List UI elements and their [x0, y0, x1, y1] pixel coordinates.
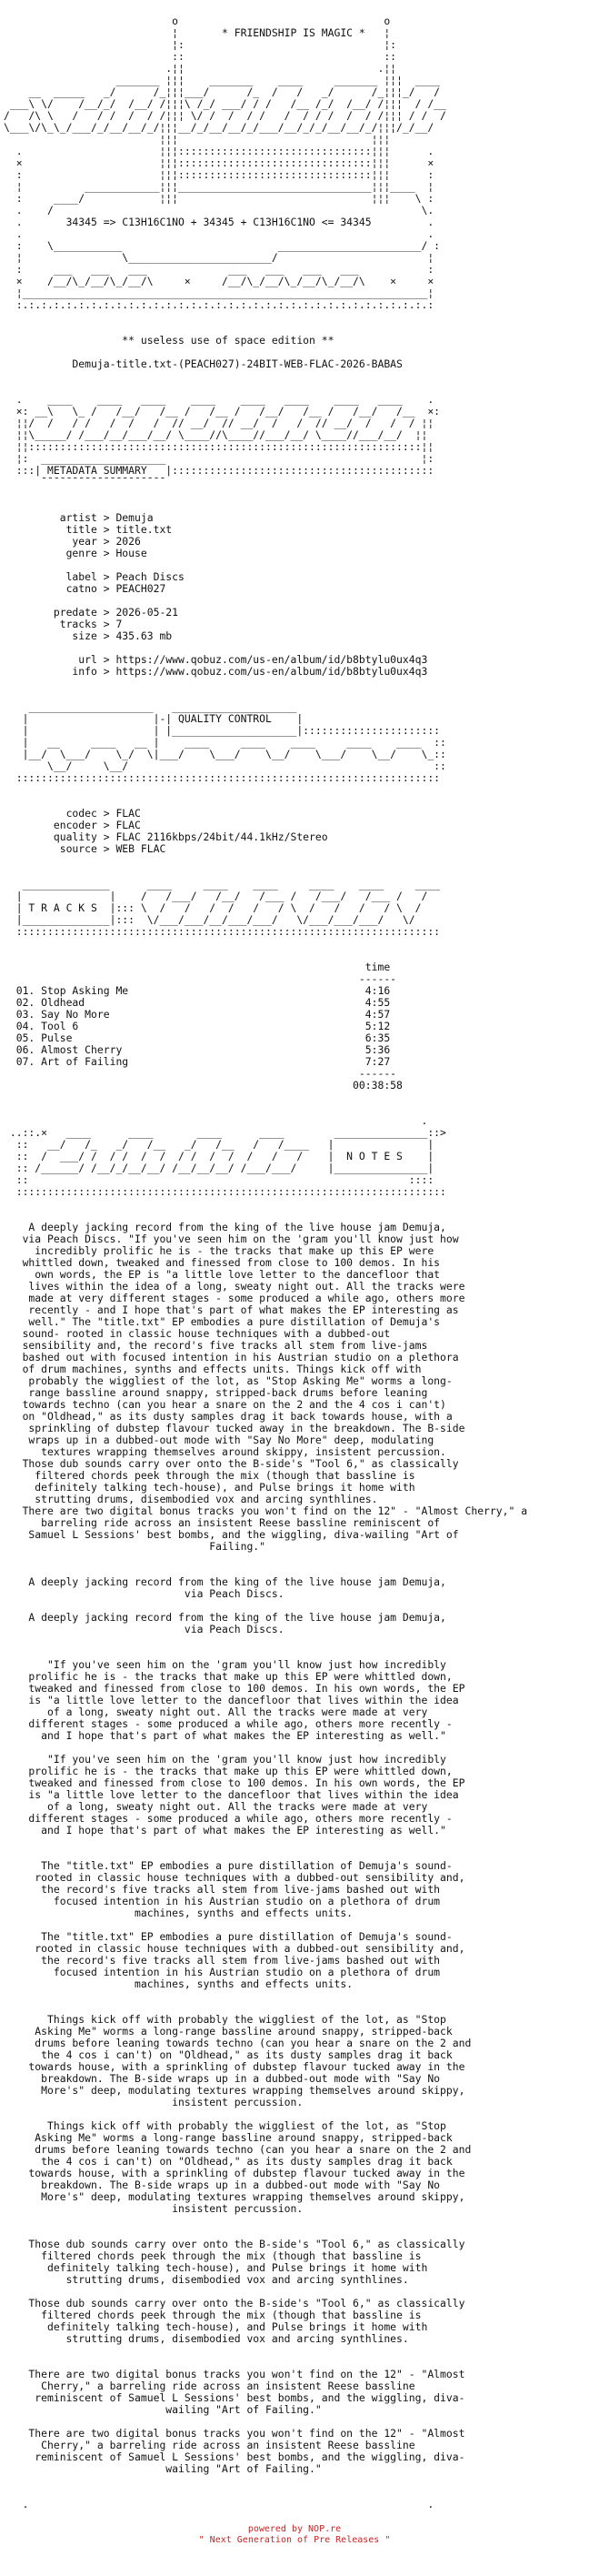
- nfo-text: o o ¦ * FRIENDSHIP IS MAGIC * ¦ ¦: ¦: :: :: .¦¦ .¦¦ _______ ¦¦¦ _______ ____ _______ ¦¦¦ ____ __ _____ _/ /_¦¦¦___/ /_ / / _/ /_¦¦¦_/ / ___\ \/ /__/_/ /__/ /¦¦¦\ /_/ ___/ / / /__ /_/ /__/ /¦¦¦ / /__ / /\ \ / / / / / /¦¦¦ \/ / / / / / / / / / / /¦¦¦ / / / \___\/\_\_/___/_/__/__/_/¦¦¦__/_/__/__/_/___/__/_/_/__/__/_/¦¦¦/_/__/ ¦¦¦ ¦¦¦ . ¦¦¦:::::::::::::::::::::::::::::::¦¦¦ . × ¦¦¦:::::::::::::::::::::::::::::::¦¦¦ × : ¦¦¦:::::::::::::::::::::::::::::::¦¦¦ : ¦ ____________¦¦¦_______________________________¦¦¦____ ¦ : ____/ ¦¦¦ ¦¦¦ \ : . / \. . 34345 => C13H16C1NO + 34345 + C13H16C1NO <= 34345 . . . : \___________ _______________________/ : ¦ \_______________________/ ¦ : ___ ___ ___ ___ ___ ___ ___ : × /__/\_/__/\_/__/\ × /__/\_/__/\_/__/\_/__/\ × × ¦_________________________________________________________________¦ :.:.:.:.:.:.:.:.:.:.:.:.:.:.:.:.:.:.:.:.:.:.:.:.:.:.:.:.:.:.:.:.:.: ** useless use of space edition ** Demuja-title.txt-(PEACH027)-24BIT-WEB-FLAC-2026-BABAS . ____ ____ ____ ____ ____ ____ ____ ____ . ×: __\ \_ / /__/ /__ / /__ / /__/ /__ / /__/ /__ ×: ¦¦/ / / / / / / // __/ // __/ / / // __/ / / / ¦¦ ¦¦\_____/ /___/__/___/__/ \____//\____//___/__/ \____//___/__/ ¦¦ ¦¦:::::::::::::::::::::::::::::::::::::::::::::::::::::::::::::::¦¦ ¦: ____________________ ¦: :::| METADATA SUMMARY |:::::::::::::::::::::::::::::::::::::::::: ¯¯¯¯¯¯¯¯¯¯¯¯¯¯¯¯¯¯¯¯ artist > Demuja title > title.txt year > 2026 genre > House label > Peach Discs catno > PEACH027 predate > 2026-05-21 tracks > 7 size > 435.63 mb url > https://www.qobuz.com/us-en/album/id/b8btylu0ux4q3 info > https://www.qobuz.com/us-en/album/id/b8btylu0ux4q3 ____________________ ____________________ | |-| QUALITY CONTROL | | | |____________________|:::::::::::::::::::::: | __ ____ __ | ____ ____ ____ ____ ____ :: |__/ \___/ \_/ \|___/ \___/ \__/ \___/ \__/ \_:: \__/ \__/ :: :::::::::::::::::::::::::::::::::::::::::::::::::::::::::::::::::::: codec > FLAC encoder > FLAC quality > FLAC 2116kbps/24bit/44.1kHz/Stereo source > WEB FLAC ______________ ____ ____ ____ ____ ____ ____ | | / /___/ /__/ /___ / /___/ /___ / / | T R A C K S |::: \ / / / / / / \ / / / / \ / |______________|::: \/___/___/__/___/___/ \/___/___/___/ \/ :::::::::::::::::::::::::::::::::::::::::::::::::::::::::::::::::::: time ------ 01. Stop Asking Me 4:16 02. Oldhead 4:55 03. Say No More 4:57 04. Tool 6 5:12 05. Pulse 6:35 06. Almost Cherry 5:36 07. Art of Failing 7:27 ------ 00:38:58 . ..::.× ____ ____ ____ ____ _______________::> :: __/ /_ _/ /__ _/ /__ / /____ | | :: / ___/ / / / / / / / / / / / / | N O T E S | :: /______/ /__/_/__/__/ /__/__/__/ /___/___/ |_______________| :: :::: ::::::::::::::::::::::::::::::::::::::::::::::::::::::::::::::::::::: A deeply jacking record from the king of the live house jam Demuja, via Peach Discs. "If you've seen him on the 'gram you'll know just how incredibly prolific he is - the tracks that make up this EP were whittled down, tweaked and finessed from close to 100 demos. In his own words, the EP is "a little love letter to the dancefloor that lives within the idea of a long, sweaty night out. All the tracks were made at very different stages - some produced a while ago, others more recently - and I hope that's part of what makes the EP interesting as well." The "title.txt" EP embodies a pure distillation of Demuja's sound- rooted in classic house techniques with a dubbed-out sensibility and, the record's five tracks all stem from live-jams bashed out with focused intention in his Austrian studio on a plethora of drum machines, synths and effects units. Things kick off with probably the wiggliest of the lot, as "Stop Asking Me" worms a long- range bassline around snappy, stripped-back drums before leaning towards techno (can you hear a snare on the 2 and the 4 cos i can't) on "Oldhead," as its dusty samples drag it back towards house, with a sprinkling of dubstep flavour tucked away in the breakdown. The B-side wraps up in a dubbed-out mode with "Say No More" deep, modulating textures wrapping themselves around skippy, insistent percussion. Those dub sounds carry over onto the B-side's "Tool 6," as classically filtered chords peek through the mix (though that bassline is definitely talking tech-house), and Pulse brings it home with strutting drums, disembodied vox and arcing synthlines. There are two digital bonus tracks you won't find on the 12" - "Almost Cherry," a barreling ride across an insistent Reese bassline reminiscent of Samuel L Sessions' best bombs, and the wiggling, diva-wailing "Art of Failing." A deeply jacking record from the king of the live house jam Demuja, via Peach Discs. A deeply jacking record from the king of the live house jam Demuja, via Peach Discs. "If you've seen him on the 'gram you'll know just how incredibly prolific he is - the tracks that make up this EP were whittled down, tweaked and finessed from close to 100 demos. In his own words, the EP is "a little love letter to the dancefloor that lives within the idea of a long, sweaty night out. All the tracks were made at very different stages - some produced a while ago, others more recently - and I hope that's part of what makes the EP interesting as well." "If you've seen him on the 'gram you'll know just how incredibly prolific he is - the tracks that make up this EP were whittled down, tweaked and finessed from close to 100 demos. In his own words, the EP is "a little love letter to the dancefloor that lives within the idea of a long, sweaty night out. All the tracks were made at very different stages - some produced a while ago, others more recently - and I hope that's part of what makes the EP interesting as well." The "title.txt" EP embodies a pure distillation of Demuja's sound- rooted in classic house techniques with a dubbed-out sensibility and, the record's five tracks all stem from live-jams bashed out with focused intention in his Austrian studio on a plethora of drum machines, synths and effects units. The "title.txt" EP embodies a pure distillation of Demuja's sound- rooted in classic house techniques with a dubbed-out sensibility and, the record's five tracks all stem from live-jams bashed out with focused intention in his Austrian studio on a plethora of drum machines, synths and effects units. Things kick off with probably the wiggliest of the lot, as "Stop Asking Me" worms a long-range bassline around snappy, stripped-back drums before leaning towards techno (can you hear a snare on the 2 and the 4 cos i can't) on "Oldhead," as its dusty samples drag it back towards house, with a sprinkling of dubstep flavour tucked away in the breakdown. The B-side wraps up in a dubbed-out mode with "Say No More's" deep, modulating textures wrapping themselves around skippy, insistent percussion. Things kick off with probably the wiggliest of the lot, as "Stop Asking Me" worms a long-range bassline around snappy, stripped-back drums before leaning towards techno (can you hear a snare on the 2 and the 4 cos i can't) on "Oldhead," as its dusty samples drag it back towards house, with a sprinkling of dubstep flavour tucked away in the breakdown. The B-side wraps up in a dubbed-out mode with "Say No More's" deep, modulating textures wrapping themselves around skippy, insistent percussion. Those dub sounds carry over onto the B-side's "Tool 6," as classically filtered chords peek through the mix (though that bassline is definitely talking tech-house), and Pulse brings it home with strutting drums, disembodied vox and arcing synthlines. Those dub sounds carry over onto the B-side's "Tool 6," as classically filtered chords peek through the mix (though that bassline is definitely talking tech-house), and Pulse brings it home with strutting drums, disembodied vox and arcing synthlines. There are two digital bonus tracks you won't find on the 12" - "Almost Cherry," a barreling ride across an insistent Reese bassline reminiscent of Samuel L Sessions' best bombs, and the wiggling, diva- wailing "Art of Failing." There are two digital bonus tracks you won't find on the 12" - "Almost Cherry," a barreling ride across an insistent Reese bassline reminiscent of Samuel L Sessions' best bombs, and the wiggling, diva- wailing "Art of Failing." . .: [4, 15, 528, 2511]
- powered-by-text: powered by NOP.re: [247, 2524, 342, 2534]
- footer: [0, 2524, 589, 2546]
- tagline-text: " Next Generation of Pre Releases ": [198, 2535, 391, 2545]
